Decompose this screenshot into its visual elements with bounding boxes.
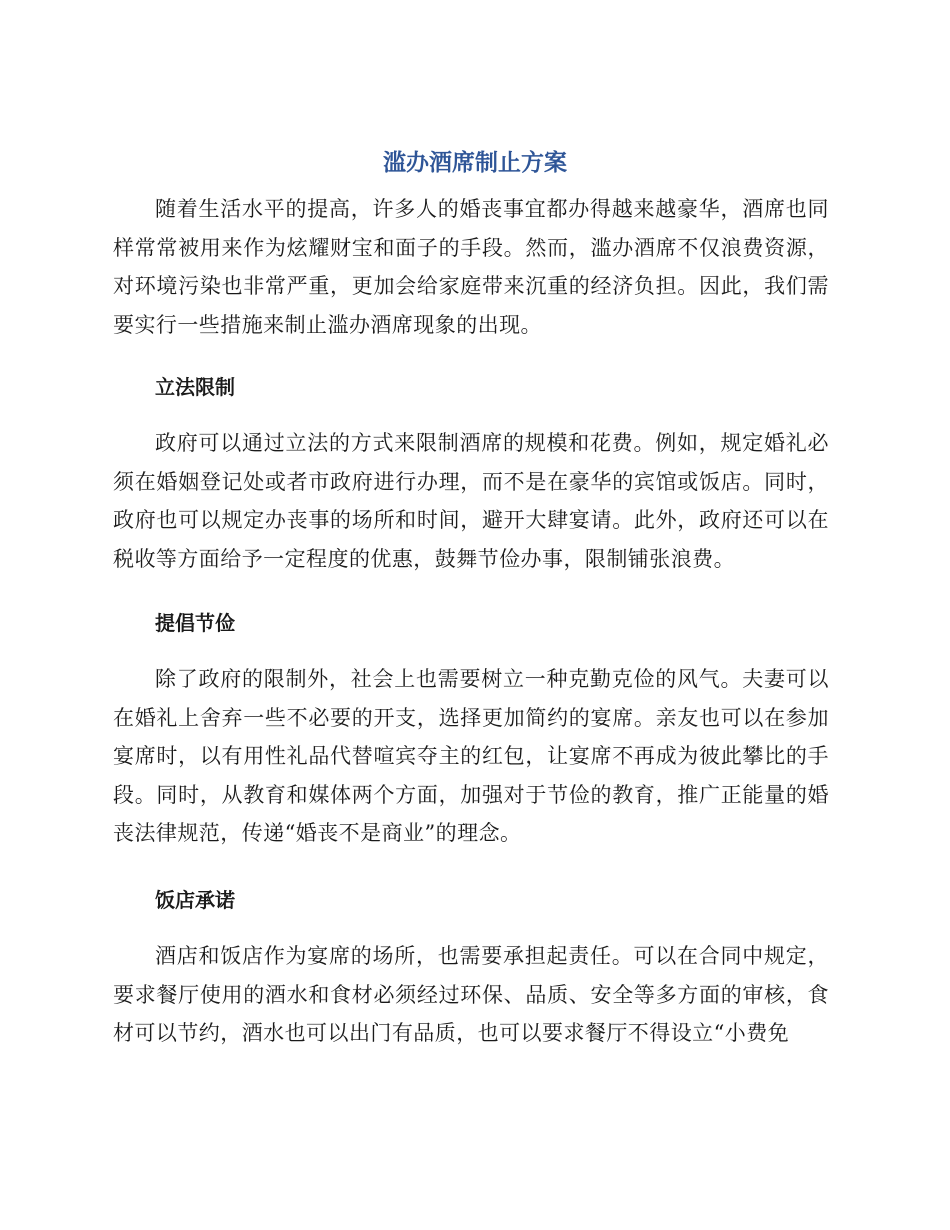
section-paragraph-restaurant-commitment: 酒店和饭店作为宴席的场所，也需要承担起责任。可以在合同中规定，要求餐厅使用的酒水和食材必须经过环保、品质、安全等多方面的审核，食材可以节约，酒水也可以出门有品质，也可以要求餐厅不得设立“小费免 [113,944,829,1045]
section-heading-frugality: 提倡节俭 [155,611,235,635]
document-title: 滥办酒席制止方案 [383,150,567,176]
section-heading-restaurant-commitment: 饭店承诺 [155,888,235,912]
section-heading-legislation: 立法限制 [155,375,235,399]
intro-paragraph: 随着生活水平的提高，许多人的婚丧事宜都办得越来越豪华，酒席也同样常常被用来作为炫耀财宝和面子的手段。然而，滥办酒席不仅浪费资源，对环境污染也非常严重，更加会给家庭带来沉重的经济负担。因此，我们需要实行一些措施来制止滥办酒席现象的出现。 [113,197,829,337]
section-paragraph-frugality: 除了政府的限制外，社会上也需要树立一种克勤克俭的风气。夫妻可以在婚礼上舍弃一些不必要的开支，选择更加简约的宴席。亲友也可以在参加宴席时，以有用性礼品代替喧宾夺主的红包，让宴席不再成为彼此攀比的手段。同时，从教育和媒体两个方面，加强对于节俭的教育，推广正能量的婚丧法律规范，传递“婚丧不是商业”的理念。 [113,667,829,845]
section-paragraph-legislation: 政府可以通过立法的方式来限制酒席的规模和花费。例如，规定婚礼必须在婚姻登记处或者市政府进行办理，而不是在豪华的宾馆或饭店。同时，政府也可以规定办丧事的场所和时间，避开大肆宴请。此外，政府还可以在税收等方面给予一定程度的优惠，鼓舞节俭办事，限制铺张浪费。 [113,431,829,571]
